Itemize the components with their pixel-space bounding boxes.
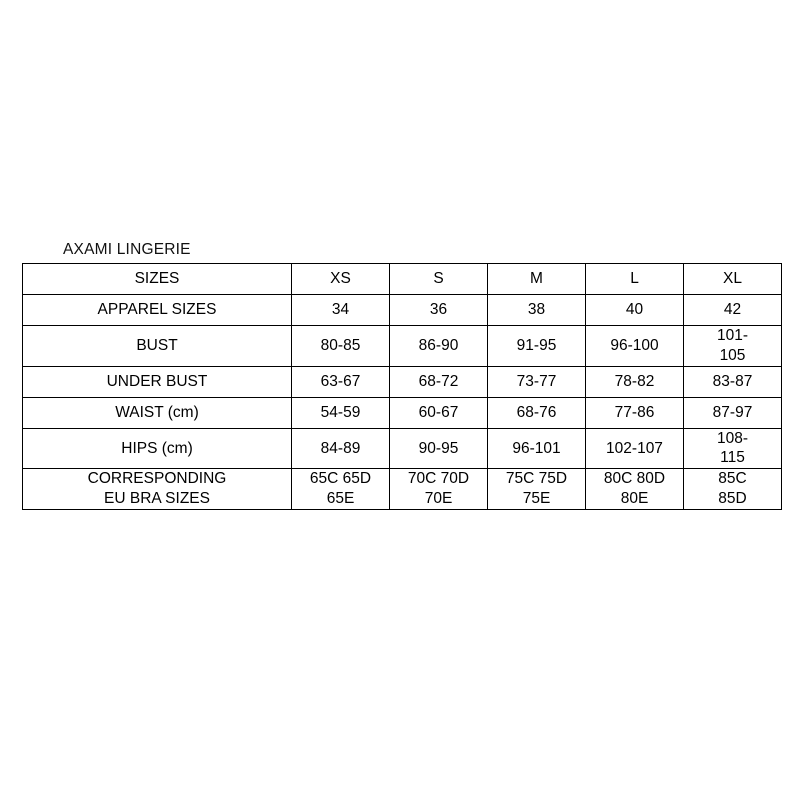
size-table-container [22, 263, 778, 510]
table-cell: 85C 85D [684, 469, 782, 510]
header-cell-xs: XS [292, 264, 390, 295]
table-row [23, 326, 782, 367]
table-cell: 84-89 [292, 428, 390, 469]
table-cell: 65C 65D 65E [292, 469, 390, 510]
table-cell: 75C 75D 75E [488, 469, 586, 510]
table-cell: 40 [586, 295, 684, 326]
table-cell: 54-59 [292, 397, 390, 428]
row-label: UNDER BUST [23, 366, 292, 397]
table-cell: 68-76 [488, 397, 586, 428]
table-cell: 77-86 [586, 397, 684, 428]
header-cell-sizes: SIZES [23, 264, 292, 295]
table-cell: 80C 80D 80E [586, 469, 684, 510]
table-cell: 86-90 [390, 326, 488, 367]
row-label: APPAREL SIZES [23, 295, 292, 326]
table-cell: 63-67 [292, 366, 390, 397]
table-cell: 60-67 [390, 397, 488, 428]
table-cell: 68-72 [390, 366, 488, 397]
size-table-body [23, 264, 782, 510]
table-cell: 34 [292, 295, 390, 326]
table-cell: 91-95 [488, 326, 586, 367]
table-cell: 87-97 [684, 397, 782, 428]
header-cell-xl: XL [684, 264, 782, 295]
table-cell: 83-87 [684, 366, 782, 397]
table-header-row [23, 264, 782, 295]
table-row [23, 469, 782, 510]
table-cell: 36 [390, 295, 488, 326]
table-cell: 90-95 [390, 428, 488, 469]
table-row [23, 428, 782, 469]
table-cell: 70C 70D 70E [390, 469, 488, 510]
table-cell: 80-85 [292, 326, 390, 367]
table-cell: 42 [684, 295, 782, 326]
row-label: BUST [23, 326, 292, 367]
size-table [22, 263, 782, 510]
header-cell-m: M [488, 264, 586, 295]
header-cell-s: S [390, 264, 488, 295]
table-row [23, 295, 782, 326]
page-title: AXAMI LINGERIE [63, 241, 191, 258]
table-cell: 38 [488, 295, 586, 326]
table-cell: 78-82 [586, 366, 684, 397]
table-cell: 96-100 [586, 326, 684, 367]
row-label: WAIST (cm) [23, 397, 292, 428]
table-cell: 101- 105 [684, 326, 782, 367]
row-label: HIPS (cm) [23, 428, 292, 469]
table-cell: 73-77 [488, 366, 586, 397]
table-cell: 102-107 [586, 428, 684, 469]
table-row [23, 397, 782, 428]
table-cell: 108- 115 [684, 428, 782, 469]
row-label: CORRESPONDING EU BRA SIZES [23, 469, 292, 510]
header-cell-l: L [586, 264, 684, 295]
table-cell: 96-101 [488, 428, 586, 469]
table-row [23, 366, 782, 397]
